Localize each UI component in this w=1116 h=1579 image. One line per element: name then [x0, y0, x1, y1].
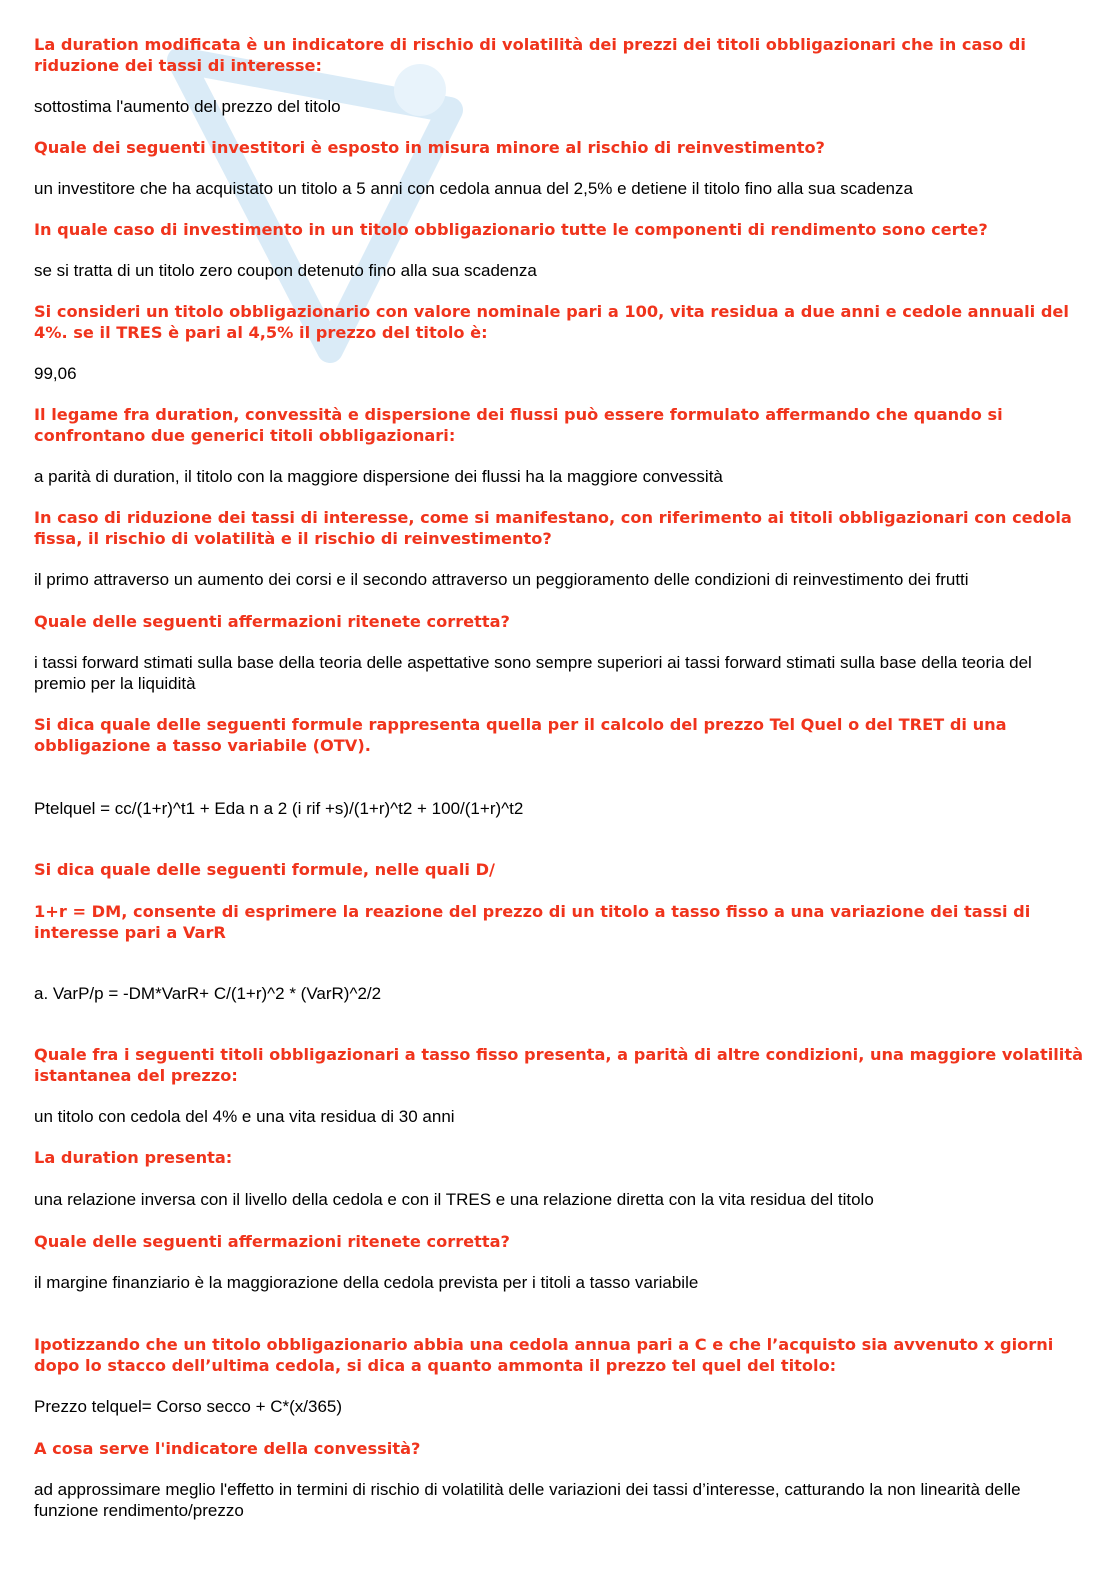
- answer-11: una relazione inversa con il livello della cedola e con il TRES e una relazione diretta con la vita residua del titolo: [34, 1190, 874, 1209]
- question-12: Quale delle seguenti affermazioni ritenete corretta?: [34, 1232, 510, 1251]
- answer-6: il primo attraverso un aumento dei corsi e il secondo attraverso un peggioramento delle condizioni di reinvestimento dei frutti: [34, 570, 969, 589]
- document-page: [34, 34, 1084, 1521]
- question-5: Il legame fra duration, convessità e dispersione dei flussi può essere formulato affermando che quando si confrontano due generici titoli obbligazionari:: [34, 405, 1003, 445]
- answer-1: sottostima l'aumento del prezzo del titolo: [34, 97, 341, 116]
- question-1: La duration modificata è un indicatore di rischio di volatilità dei prezzi dei titoli obbligazionari che in caso di riduzione dei tassi di interesse:: [34, 35, 1026, 75]
- question-11: La duration presenta:: [34, 1148, 233, 1167]
- answer-9: a. VarP/p = -DM*VarR+ C/(1+r)^2 * (VarR)^2/2: [34, 984, 382, 1003]
- question-9-continued: 1+r = DM, consente di esprimere la reazione del prezzo di un titolo a tasso fisso a una variazione dei tassi di interesse pari a VarR: [34, 902, 1031, 942]
- question-4: Si consideri un titolo obbligazionario con valore nominale pari a 100, vita residua a due anni e cedole annuali del 4%. se il TRES è pari al 4,5% il prezzo del titolo è:: [34, 302, 1069, 342]
- question-2: Quale dei seguenti investitori è esposto in misura minore al rischio di reinvestimento?: [34, 138, 825, 157]
- answer-5: a parità di duration, il titolo con la maggiore dispersione dei flussi ha la maggiore convessità: [34, 467, 723, 486]
- answer-14: ad approssimare meglio l'effetto in termini di rischio di volatilità delle variazioni dei tassi d’interesse, catturando la non linearità delle funzione rendimento/prezzo: [34, 1480, 1021, 1520]
- question-13: Ipotizzando che un titolo obbligazionario abbia una cedola annua pari a C e che l’acquisto sia avvenuto x giorni dopo lo stacco dell’ultima cedola, si dica a quanto ammonta il prezzo tel quel del titolo:: [34, 1335, 1054, 1375]
- answer-13: Prezzo telquel= Corso secco + C*(x/365): [34, 1397, 343, 1416]
- answer-8: Ptelquel = cc/(1+r)^t1 + Eda n a 2 (i rif +s)/(1+r)^t2 + 100/(1+r)^t2: [34, 799, 524, 818]
- answer-7: i tassi forward stimati sulla base della teoria delle aspettative sono sempre superiori ai tassi forward stimati sulla base della teoria del premio per la liquidità: [34, 653, 1032, 693]
- question-8: Si dica quale delle seguenti formule rappresenta quella per il calcolo del prezzo Tel Quel o del TRET di una obbligazione a tasso variabile (OTV).: [34, 715, 1007, 755]
- answer-4: 99,06: [34, 364, 77, 383]
- answer-2: un investitore che ha acquistato un titolo a 5 anni con cedola annua del 2,5% e detiene il titolo fino alla sua scadenza: [34, 179, 913, 198]
- answer-3: se si tratta di un titolo zero coupon detenuto fino alla sua scadenza: [34, 261, 537, 280]
- question-10: Quale fra i seguenti titoli obbligazionari a tasso fisso presenta, a parità di altre condizioni, una maggiore volatilità istantanea del prezzo:: [34, 1045, 1084, 1085]
- question-9: Si dica quale delle seguenti formule, nelle quali D/: [34, 860, 495, 879]
- question-7: Quale delle seguenti affermazioni ritenete corretta?: [34, 612, 510, 631]
- answer-10: un titolo con cedola del 4% e una vita residua di 30 anni: [34, 1107, 455, 1126]
- question-3: In quale caso di investimento in un titolo obbligazionario tutte le componenti di rendimento sono certe?: [34, 220, 988, 239]
- question-14: A cosa serve l'indicatore della convessità?: [34, 1439, 421, 1458]
- question-6: In caso di riduzione dei tassi di interesse, come si manifestano, con riferimento ai titoli obbligazionari con cedola fissa, il rischio di volatilità e il rischio di reinvestimento?: [34, 508, 1072, 548]
- answer-12: il margine finanziario è la maggiorazione della cedola prevista per i titoli a tasso variabile: [34, 1273, 699, 1292]
